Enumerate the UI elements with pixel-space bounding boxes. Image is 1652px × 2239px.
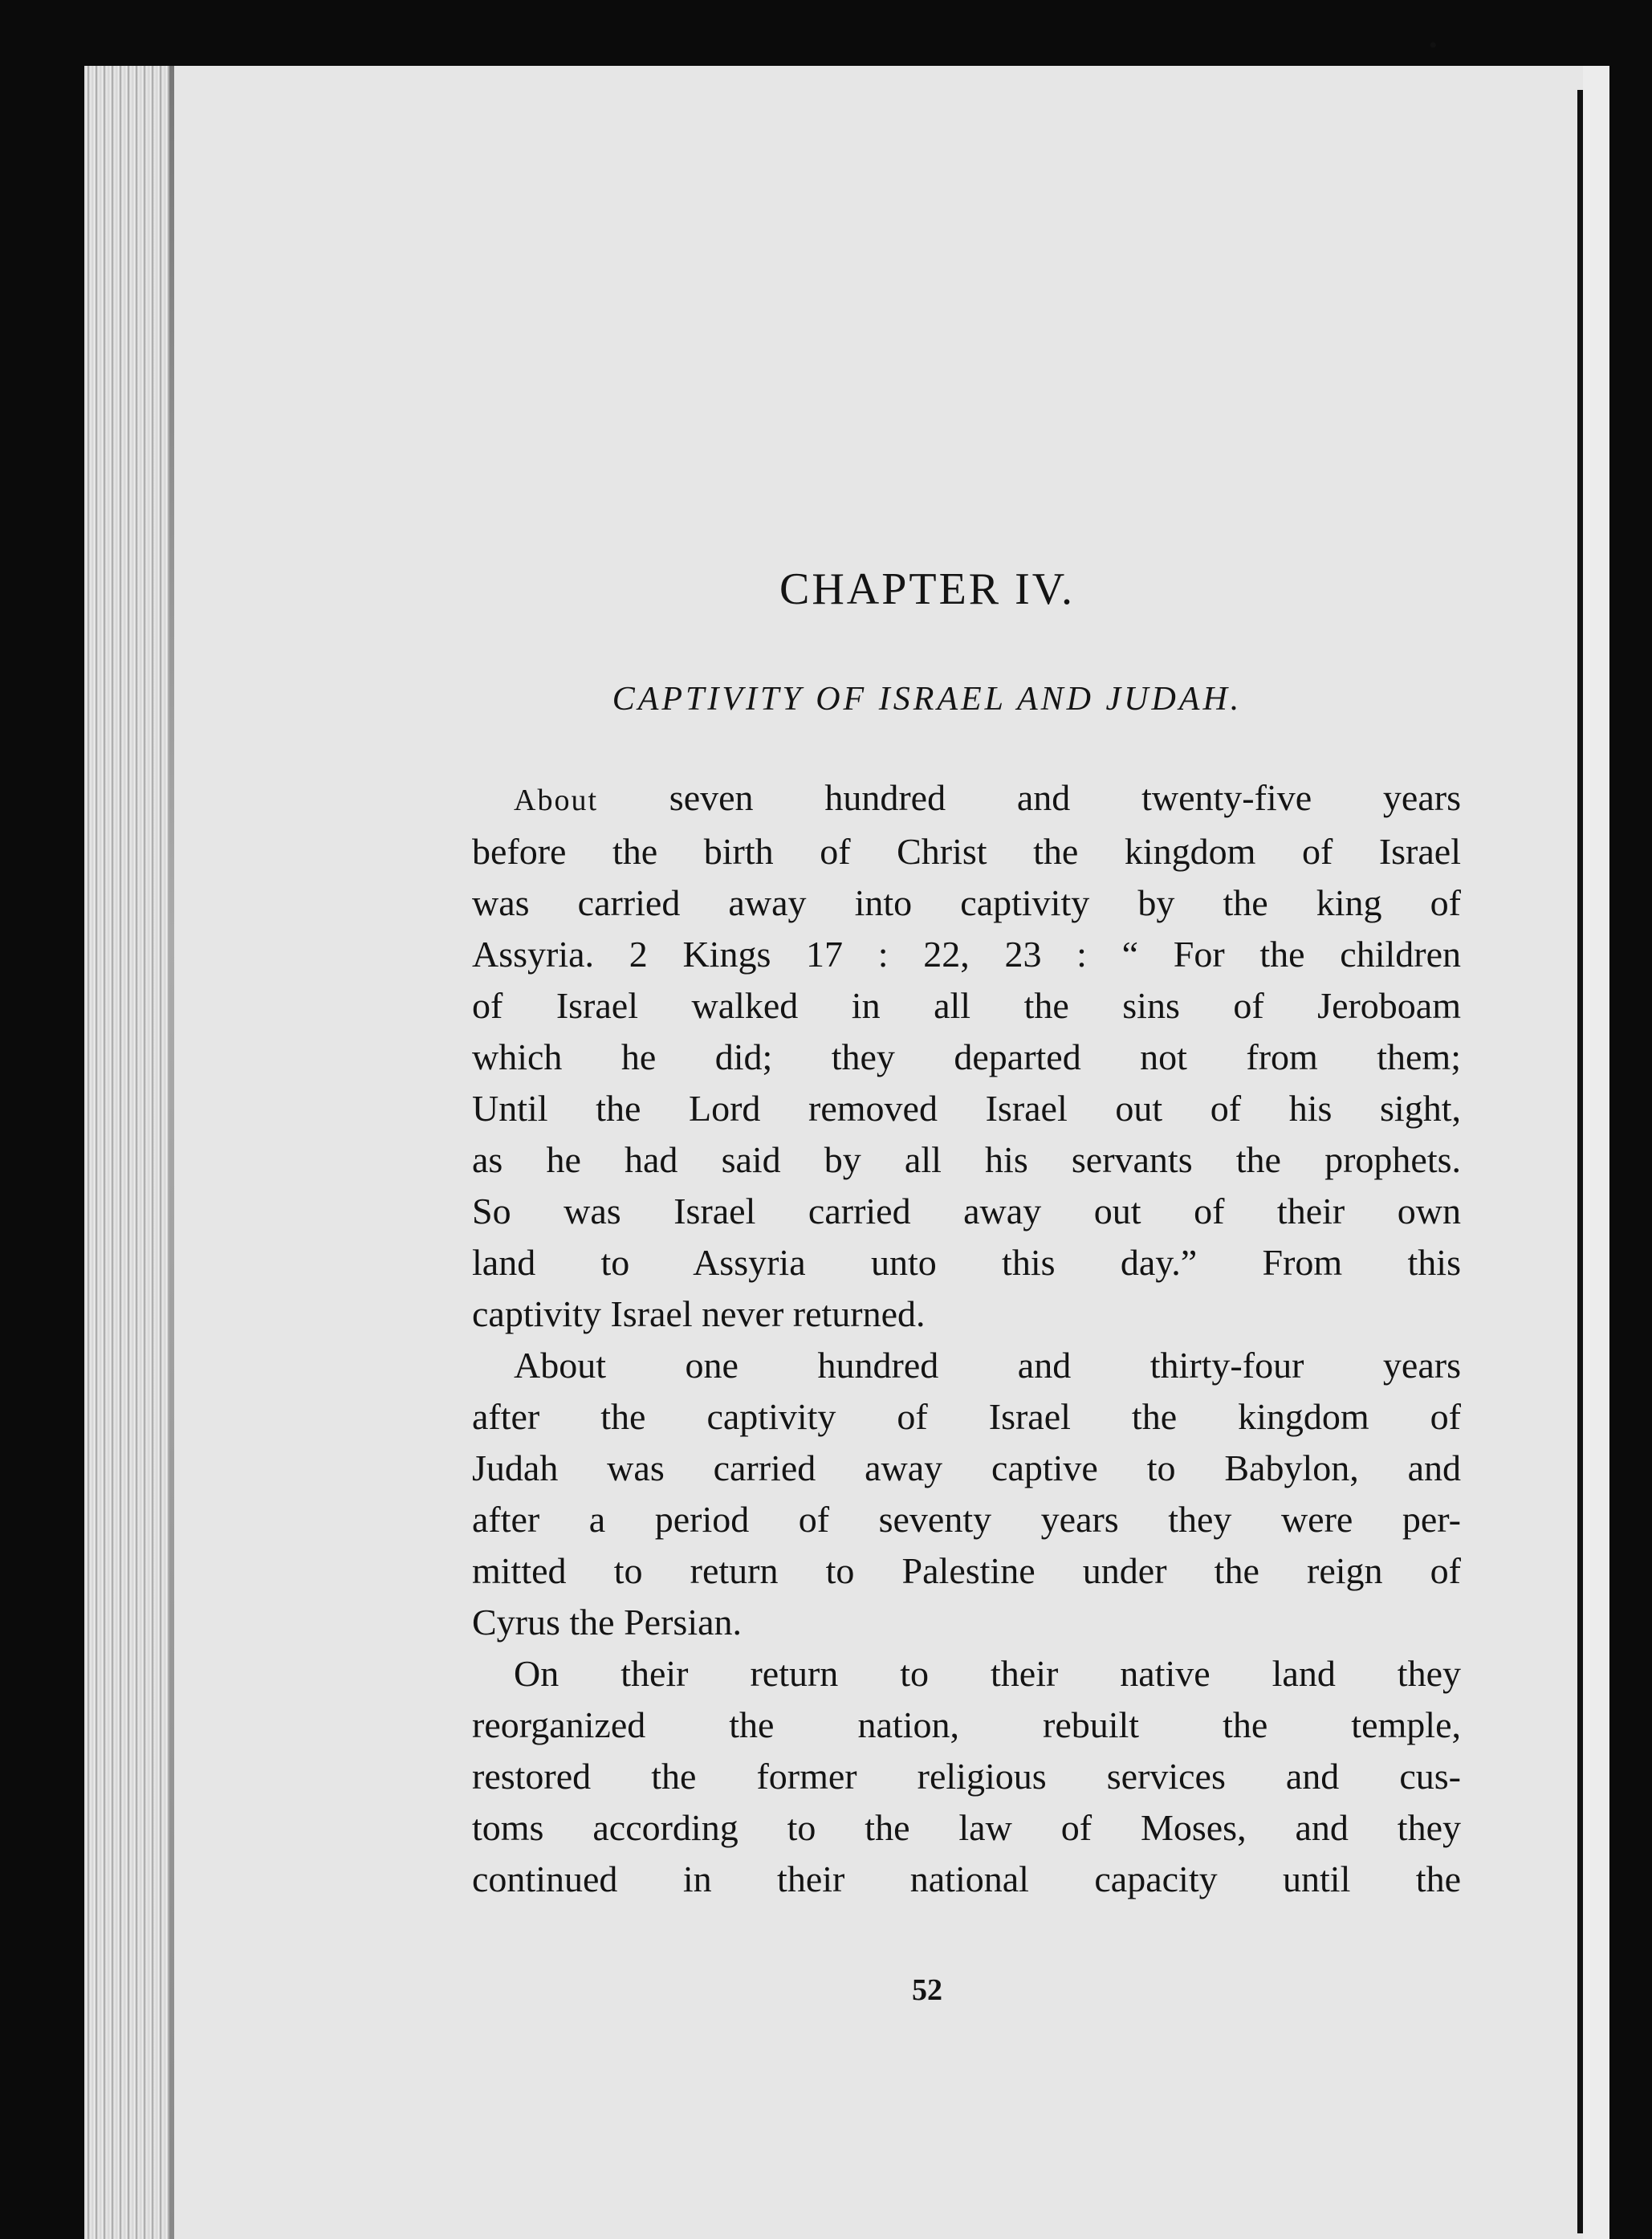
chapter-subtitle: CAPTIVITY OF ISRAEL AND JUDAH. xyxy=(612,681,1243,718)
scan-dot: • xyxy=(1429,32,1438,59)
paragraph-3-line: restored the former religious services and cus- xyxy=(472,1756,1461,1797)
paragraph-1-line-1: About seven hundred and twenty-five years xyxy=(514,777,1461,818)
book-page xyxy=(84,66,1609,2239)
paragraph-1-line: as he had said by all his servants the prophets. xyxy=(472,1139,1461,1180)
paragraph-3-line: toms according to the law of Moses, and they xyxy=(472,1807,1461,1848)
page-edges xyxy=(84,66,171,2239)
paragraph-1-line: was carried away into captivity by the king of xyxy=(472,882,1461,923)
paragraph-1-line: Assyria. 2 Kings 17 : 22, 23 : “ For the children xyxy=(472,934,1461,975)
paragraph-2-line: mitted to return to Palestine under the reign of xyxy=(472,1550,1461,1591)
paragraph-2-line: after a period of seventy years they were per- xyxy=(472,1499,1461,1540)
paragraph-2-line: after the captivity of Israel the kingdom of xyxy=(472,1396,1461,1437)
paragraph-1-line: land to Assyria unto this day.” From this xyxy=(472,1242,1461,1283)
paragraph-1-line: Until the Lord removed Israel out of his sight, xyxy=(472,1088,1461,1129)
paragraph-2-line: About one hundred and thirty-four years xyxy=(514,1345,1461,1386)
lead-word: About xyxy=(514,784,598,817)
page-number: 52 xyxy=(912,1973,942,2007)
chapter-title: CHAPTER IV. xyxy=(779,564,1075,614)
paragraph-1-line: before the birth of Christ the kingdom of Israel xyxy=(472,831,1461,872)
paragraph-1-line: of Israel walked in all the sins of Jeroboam xyxy=(472,985,1461,1026)
paragraph-3-line: continued in their national capacity until the xyxy=(472,1858,1461,1899)
paragraph-2-line: Cyrus the Persian. xyxy=(472,1602,743,1643)
binding-rule xyxy=(1577,90,1583,2233)
facing-page-edge xyxy=(1583,66,1609,2239)
paragraph-2-line: Judah was carried away captive to Babylon, and xyxy=(472,1447,1461,1488)
paragraph-1-line: which he did; they departed not from them; xyxy=(472,1036,1461,1077)
paragraph-3-line: reorganized the nation, rebuilt the temple, xyxy=(472,1704,1461,1745)
paragraph-1-line: captivity Israel never returned. xyxy=(472,1293,926,1334)
body-text xyxy=(472,772,1461,1905)
paragraph-1-line: So was Israel carried away out of their own xyxy=(472,1191,1461,1231)
paragraph-3-line: On their return to their native land they xyxy=(514,1653,1461,1694)
